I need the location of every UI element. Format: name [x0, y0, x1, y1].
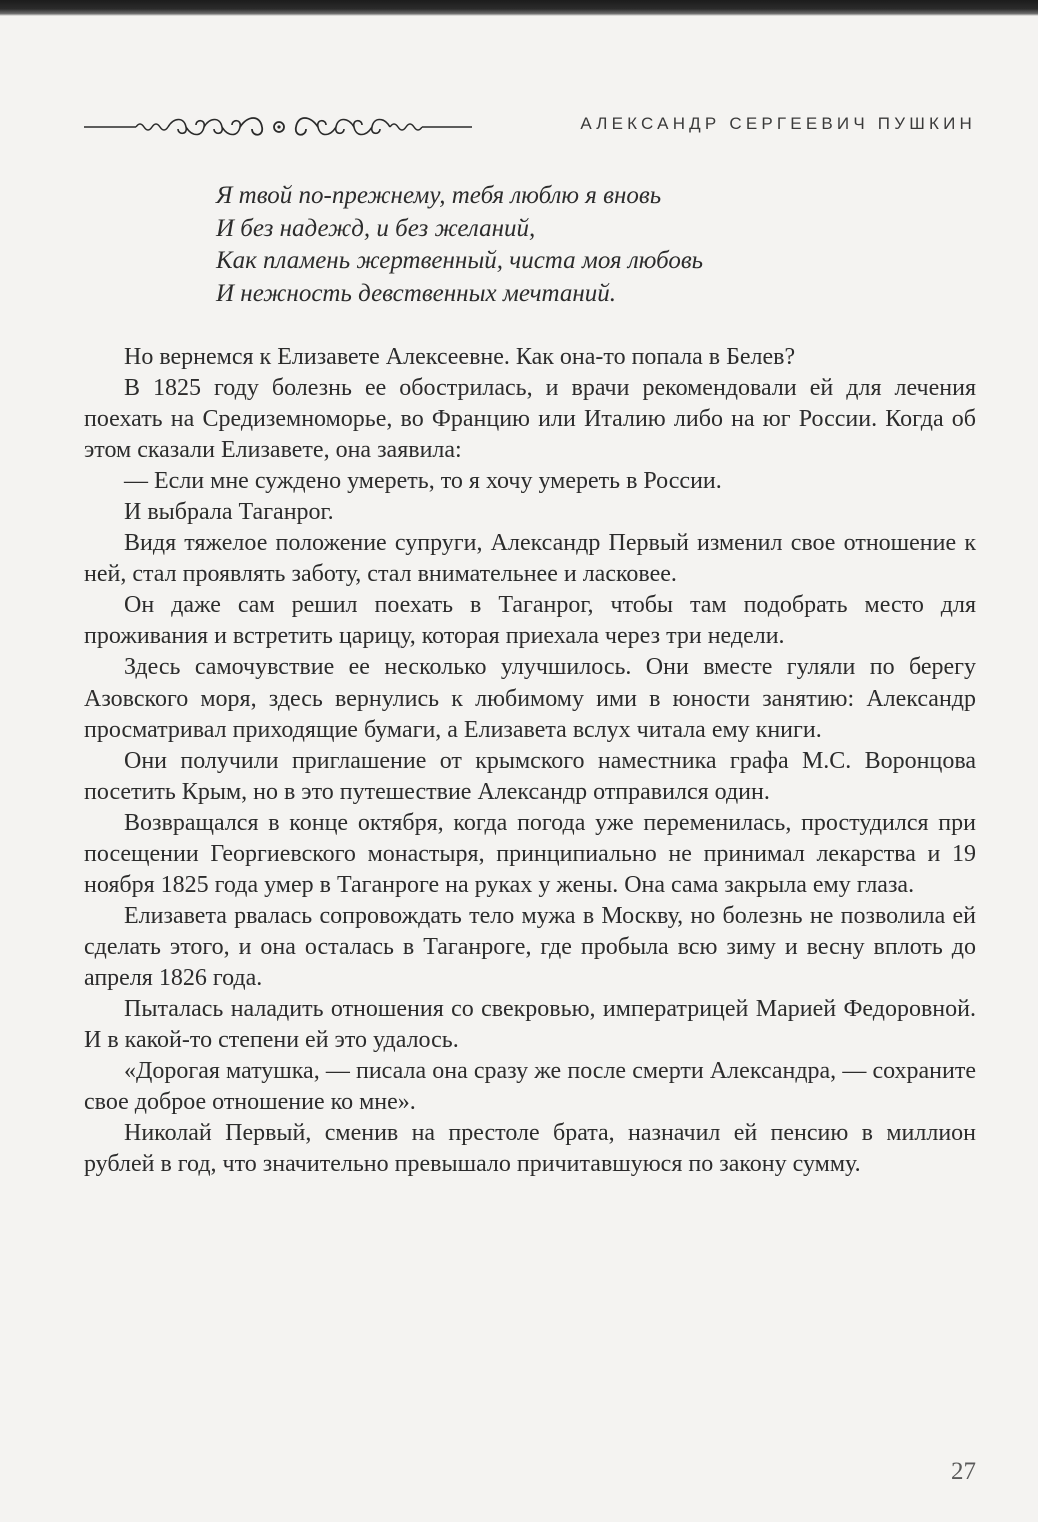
paragraph: Николай Первый, сменив на престоле брата, назначил ей пенсию в миллион рублей в год, что значительно превышало причитавшуюся по закону сумму. [84, 1120, 976, 1178]
poem-epigraph [216, 180, 916, 310]
page-header [84, 112, 976, 142]
paragraph: Здесь самочувствие ее несколько улучшилось. Они вместе гуляли по берегу Азовского моря, здесь вернулись к любимому ими в юности занятию: Александр просматривал приходящие бумаги, а Елизавета вслух читала ему книги. [84, 654, 976, 743]
ornament-divider-icon [84, 112, 474, 142]
main-text [84, 342, 976, 1180]
running-head: АЛЕКСАНДР СЕРГЕЕВИЧ ПУШКИН [580, 114, 976, 133]
paragraph: Они получили приглашение от крымского наместника графа М.С. Воронцова посетить Крым, но в это путешествие Александр отправился один. [84, 747, 976, 805]
scan-top-edge [0, 0, 1038, 16]
paragraph: — Если мне суждено умереть, то я хочу умереть в России. [124, 468, 722, 495]
poem-line: И нежность девственных мечтаний. [216, 279, 617, 307]
poem-line: И без надежд, и без желаний, [216, 214, 536, 242]
poem-line: Как пламень жертвенный, чиста моя любовь [216, 247, 704, 274]
paragraph: В 1825 году болезнь ее обострилась, и врачи рекомендовали ей для лечения поехать на Средиземноморье, во Францию или Италию либо на юг России. Когда об этом сказали Елизавете, она заявила: [84, 375, 976, 464]
page-number: 27 [951, 1458, 976, 1485]
paragraph: «Дорогая матушка, — писала она сразу же после смерти Александра, — сохраните свое доброе отношение ко мне». [84, 1058, 976, 1116]
paragraph: Елизавета рвалась сопровождать тело мужа в Москву, но болезнь не позволила ей сделать этого, и она осталась в Таганроге, где пробыла всю зиму и весну вплоть до апреля 1826 года. [84, 902, 976, 991]
paragraph: Возвращался в конце октября, когда погода уже переменилась, простудился при посещении Георгиевского монастыря, принципиально не принимал лекарства и 19 ноября 1825 года умер в Таганроге на руках у жены. Она сама закрыла ему глаза. [84, 809, 976, 898]
paragraph: Он даже сам решил поехать в Таганрог, чтобы там подобрать место для проживания и встретить царицу, которая приехала через три недели. [84, 592, 976, 650]
paragraph: И выбрала Таганрог. [124, 499, 334, 526]
paragraph: Пыталась наладить отношения со свекровью, императрицей Марией Федоровной. И в какой-то степени ей это удалось. [84, 995, 976, 1054]
paragraph: Но вернемся к Елизавете Алексеевне. Как она-то попала в Белев? [124, 344, 796, 370]
poem-line: Я твой по-прежнему, тебя люблю я вновь [216, 182, 662, 209]
paragraph: Видя тяжелое положение супруги, Александр Первый изменил свое отношение к ней, стал проявлять заботу, стал внимательнее и ласковее. [84, 530, 976, 588]
